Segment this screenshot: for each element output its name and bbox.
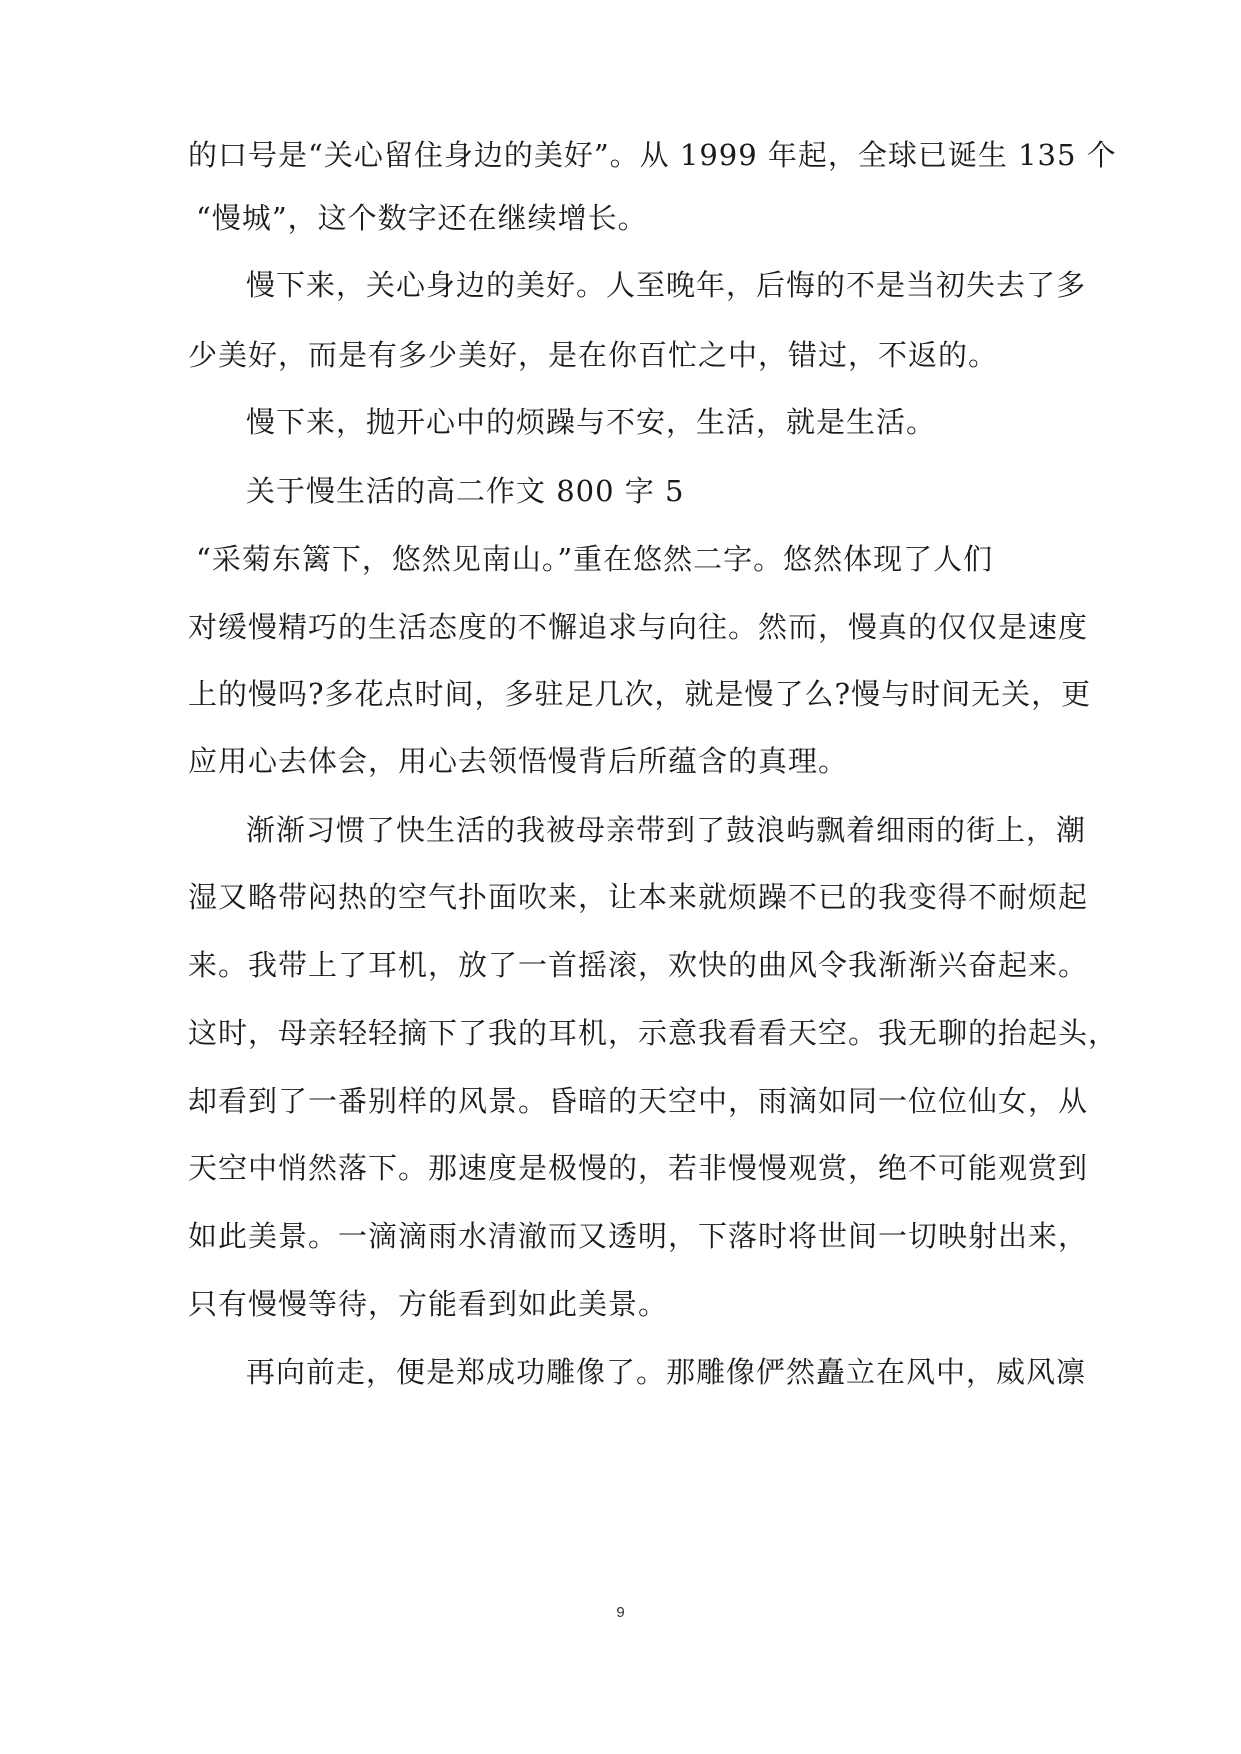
section-heading: 关于慢生活的高二作文 800 字 5 bbox=[246, 474, 685, 508]
text-line: 天空中悄然落下。那速度是极慢的，若非慢慢观赏，绝不可能观赏到 bbox=[188, 1151, 1089, 1185]
text-line: 上的慢吗?多花点时间，多驻足几次，就是慢了么?慢与时间无关，更 bbox=[188, 677, 1092, 711]
text-line: 这时，母亲轻轻摘下了我的耳机，示意我看看天空。我无聊的抬起头， bbox=[188, 1016, 1119, 1050]
text-line: 对缓慢精巧的生活态度的不懈追求与向往。然而，慢真的仅仅是速度 bbox=[188, 610, 1089, 644]
text-line: 只有慢慢等待，方能看到如此美景。 bbox=[188, 1287, 669, 1321]
text-line: “慢城”，这个数字还在继续增长。 bbox=[196, 201, 648, 235]
text-line: 来。我带上了耳机，放了一首摇滚，欢快的曲风令我渐渐兴奋起来。 bbox=[188, 948, 1089, 982]
text-line: 的口号是“关心留住身边的美好”。从 1999 年起，全球已诞生 135 个 bbox=[188, 138, 1117, 172]
text-line: “采菊东篱下，悠然见南山。”重在悠然二字。悠然体现了人们 bbox=[196, 542, 994, 576]
page-number: 9 bbox=[616, 1604, 625, 1621]
text-line: 少美好，而是有多少美好，是在你百忙之中，错过，不返的。 bbox=[188, 338, 999, 372]
text-line: 如此美景。一滴滴雨水清澈而又透明，下落时将世间一切映射出来， bbox=[188, 1219, 1089, 1253]
text-line: 慢下来，关心身边的美好。人至晚年，后悔的不是当初失去了多 bbox=[246, 268, 1087, 302]
text-line: 应用心去体会，用心去领悟慢背后所蕴含的真理。 bbox=[188, 744, 849, 778]
text-line: 渐渐习惯了快生活的我被母亲带到了鼓浪屿飘着细雨的街上，潮 bbox=[246, 813, 1087, 847]
text-line: 湿又略带闷热的空气扑面吹来，让本来就烦躁不已的我变得不耐烦起 bbox=[188, 880, 1089, 914]
text-line: 慢下来，抛开心中的烦躁与不安，生活，就是生活。 bbox=[246, 405, 937, 439]
text-line: 却看到了一番别样的风景。昏暗的天空中，雨滴如同一位位仙女，从 bbox=[188, 1084, 1089, 1118]
text-line: 再向前走，便是郑成功雕像了。那雕像俨然矗立在风中，威风凛 bbox=[246, 1355, 1087, 1389]
